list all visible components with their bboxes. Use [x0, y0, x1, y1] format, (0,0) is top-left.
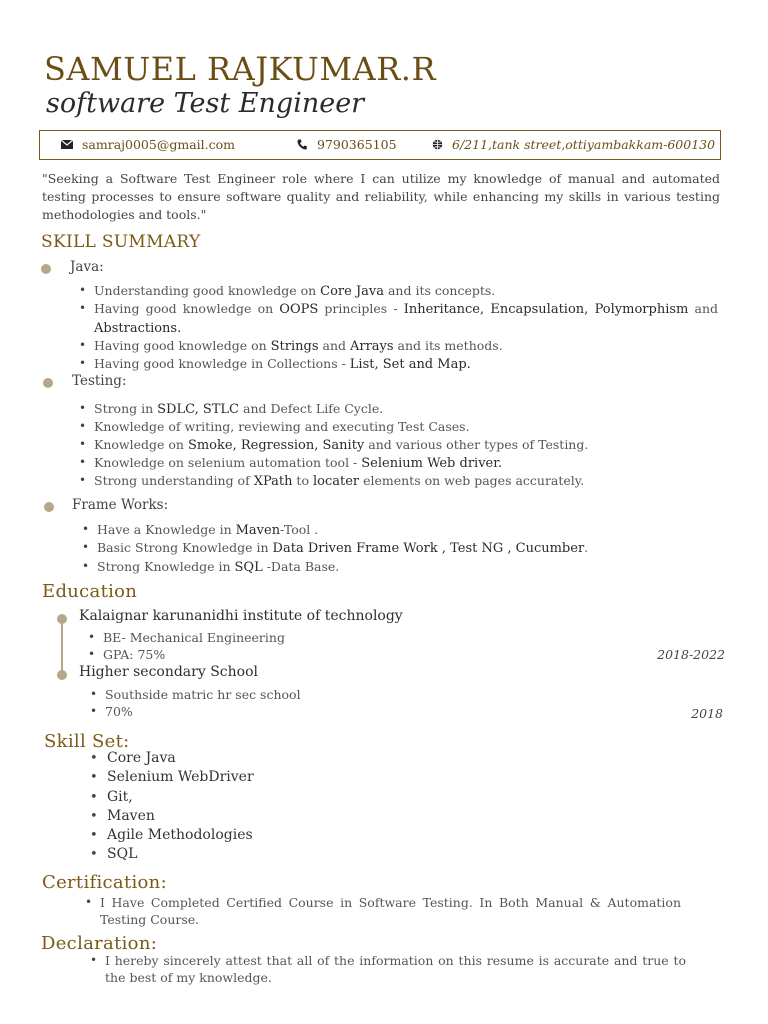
bullet-dot-icon [43, 378, 53, 388]
list-item: • Knowledge on selenium automation tool - Selenium Web driver. [94, 454, 718, 472]
list-item: • I hereby sincerely attest that all of the information on this resume is accurate and true to the best of my knowledge. [105, 952, 686, 987]
list-item: • Basic Strong Knowledge in Data Driven Frame Work , Test NG , Cucumber. [97, 539, 717, 557]
list-item: • Having good knowledge in Collections - List, Set and Map. [94, 355, 718, 373]
list-item: • Selenium WebDriver [107, 768, 407, 787]
skill-group-title: Java: [70, 259, 104, 275]
skill-group-title: Frame Works: [72, 497, 169, 513]
list-item: • Strong in SDLC, STLC and Defect Life Cycle. [94, 400, 718, 418]
list-item: • Having good knowledge on OOPS principles - Inheritance, Encapsulation, Polymorphism and Abstractions. [94, 300, 718, 337]
skill-group-title: Testing: [72, 373, 127, 389]
list-item: • Understanding good knowledge on Core Java and its concepts. [94, 282, 718, 300]
address-contact [430, 137, 715, 152]
email-contact[interactable] [60, 137, 235, 152]
candidate-name: SAMUEL RAJKUMAR.R [44, 50, 437, 88]
education-details [103, 629, 403, 664]
institution-name: Higher secondary School [79, 664, 258, 680]
envelope-icon [60, 138, 74, 152]
list-item: • Have a Knowledge in Maven-Tool . [97, 521, 717, 539]
list-item: • BE- Mechanical Engineering [103, 629, 403, 646]
skill-summary-heading: SKILL SUMMARY [41, 232, 201, 252]
list-item: • Agile Methodologies [107, 826, 407, 845]
institution-name: Kalaignar karunanidhi institute of technology [79, 608, 403, 624]
declaration-heading: Declaration: [41, 933, 158, 954]
bullet-dot-icon [44, 502, 54, 512]
list-item: • Core Java [107, 749, 407, 768]
certification-heading: Certification: [42, 872, 167, 893]
declaration-list [105, 952, 686, 987]
framework-skill-list [97, 521, 717, 576]
skill-set-list [107, 749, 407, 865]
list-item: • Knowledge of writing, reviewing and executing Test Cases. [94, 418, 718, 435]
list-item: • Strong understanding of XPath to locater elements on web pages accurately. [94, 472, 718, 490]
education-heading: Education [42, 581, 138, 602]
education-date: 2018-2022 [657, 647, 725, 662]
list-item: • I Have Completed Certified Course in Software Testing. In Both Manual & Automation Testing Course. [100, 894, 681, 929]
education-date: 2018 [691, 706, 723, 721]
globe-icon [430, 138, 444, 152]
list-item: • Knowledge on Smoke, Regression, Sanity and various other types of Testing. [94, 436, 718, 454]
phone-icon [295, 138, 309, 152]
list-item: • Maven [107, 807, 407, 826]
list-item: • 70% [105, 703, 405, 720]
list-item: • SQL [107, 845, 407, 864]
list-item: • GPA: 75% [103, 646, 403, 663]
bullet-dot-icon [41, 264, 51, 274]
education-timeline [61, 618, 63, 674]
phone-contact[interactable] [295, 137, 397, 152]
education-details [105, 686, 405, 721]
job-title: software Test Engineer [46, 88, 365, 119]
address-text: 6/211,tank street,ottiyambakkam-600130 [452, 137, 716, 152]
testing-skill-list [94, 400, 718, 490]
phone-text: 9790365105 [317, 137, 397, 152]
certification-list [100, 894, 681, 929]
contact-bar [39, 130, 721, 160]
list-item: • Southside matric hr sec school [105, 686, 405, 703]
timeline-dot-icon [57, 670, 67, 680]
list-item: • Git, [107, 788, 407, 807]
email-text: samraj0005@gmail.com [82, 137, 235, 152]
list-item: • Having good knowledge on Strings and Arrays and its methods. [94, 337, 718, 355]
timeline-dot-icon [57, 614, 67, 624]
skill-set-heading: Skill Set: [44, 731, 130, 752]
objective-summary: "Seeking a Software Test Engineer role where I can utilize my knowledge of manual and automated testing processes to ensure software quality and reliability, while enhancing my skills in various testing methodologies and tools." [42, 171, 720, 222]
list-item: • Strong Knowledge in SQL -Data Base. [97, 558, 717, 576]
java-skill-list [94, 282, 718, 373]
